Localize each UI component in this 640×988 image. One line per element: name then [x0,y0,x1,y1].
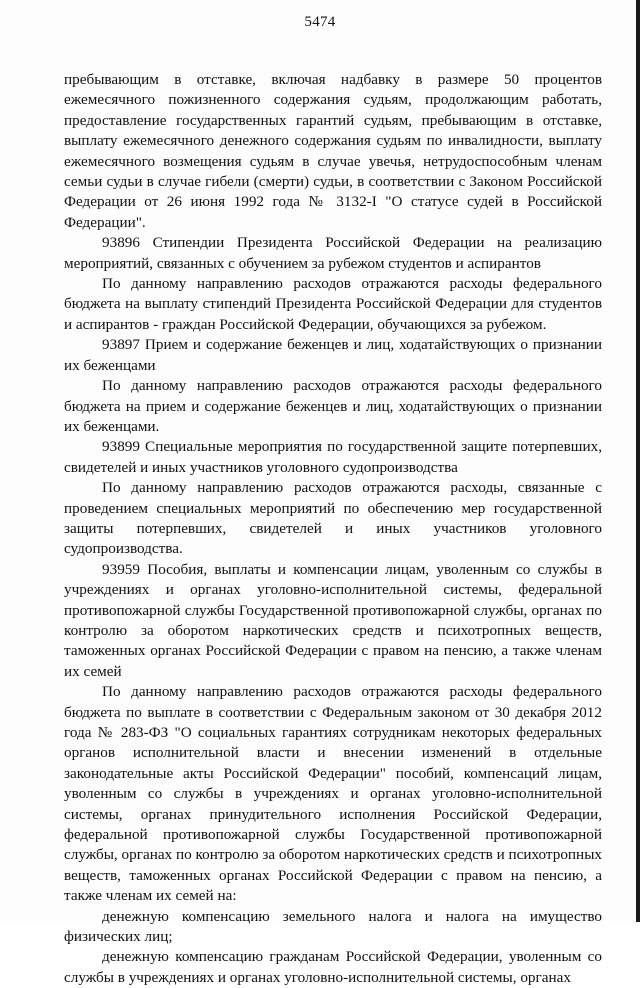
paragraph-93896: По данному направлению расходов отражаются расходы федерального бюджета на выплату стипендий Президента Российской Федерации для студентов и аспирантов - граждан Российской Федерации, обучающихся за рубежом. [64,275,602,333]
paragraph-93959: По данному направлению расходов отражаются расходы федерального бюджета по выплате в соответствии с Федеральным законом от 30 декабря 2012 года № 283-ФЗ "О социальных гарантиях сотрудникам некоторых федеральных органов исполнительной власти и внесении изменений в отдельные законодательные акты Российской Федерации" пособий, компенсаций лицам, уволенным со службы в учреждениях и органах уголовно-исполнительной системы, органах принудительного исполнения Российской Федерации, федеральной противопожарной службы Государственной противопожарной службы, органах по контролю за оборотом наркотических средств и психотропных веществ, таможенных органах Российской Федерации с правом на пенсию, а также членам их семей на: [64,683,602,905]
section-heading-93899: 93899 Специальные мероприятия по государственной защите потерпевших, свидетелей и иных участников уголовного судопроизводства [64,438,602,476]
list-item-compensation: денежную компенсацию гражданам Российской Федерации, уволенным со службы в учреждениях и органах уголовно-исполнительной системы, органах [64,948,602,986]
scan-border [636,0,640,922]
list-item-land-tax: денежную компенсацию земельного налога и налога на имущество физических лиц; [64,907,602,946]
paragraph-93899: По данному направлению расходов отражаются расходы, связанные с проведением специальных мероприятий по обеспечению мер государственной защиты потерпевших, свидетелей и иных участников уголовного судопроизводства. [64,479,602,558]
paragraph-93897: По данному направлению расходов отражаются расходы федерального бюджета на прием и содержание беженцев и лиц, ходатайствующих о признании их беженцами. [64,377,602,435]
page-number: 5474 [304,14,336,30]
section-heading-93896: 93896 Стипендии Президента Российской Федерации на реализацию мероприятий, связанных с обучением за рубежом студентов и аспирантов [64,234,602,272]
section-heading-93897: 93897 Прием и содержание беженцев и лиц, ходатайствующих о признании их беженцами [64,336,602,374]
section-heading-93959: 93959 Пособия, выплаты и компенсации лицам, уволенным со службы в учреждениях и органах уголовно-исполнительной системы, федеральной противопожарной службы Государственной противопожарной службы, органах по контролю за оборотом наркотических средств и психотропных веществ, таможенных органах Российской Федерации с правом на пенсию, а также членам их семей [64,560,602,680]
paragraph-continuation: пребывающим в отставке, включая надбавку в размере 50 процентов ежемесячного пожизненного содержания судьям, продолжающим работать, предоставление государственных гарантий судьям, пребывающим в отставке, выплату ежемесячного денежного содержания судьям по инвалидности, выплату ежемесячного возмещения судьям в случае увечья, нетрудоспособным членам семьи судьи в случае гибели (смерти) судьи, в соответствии с Законом Российской Федерации от 26 июня 1992 года № 3132-I "О статусе судей в Российской Федерации". [64,71,602,231]
document-body [64,70,602,988]
